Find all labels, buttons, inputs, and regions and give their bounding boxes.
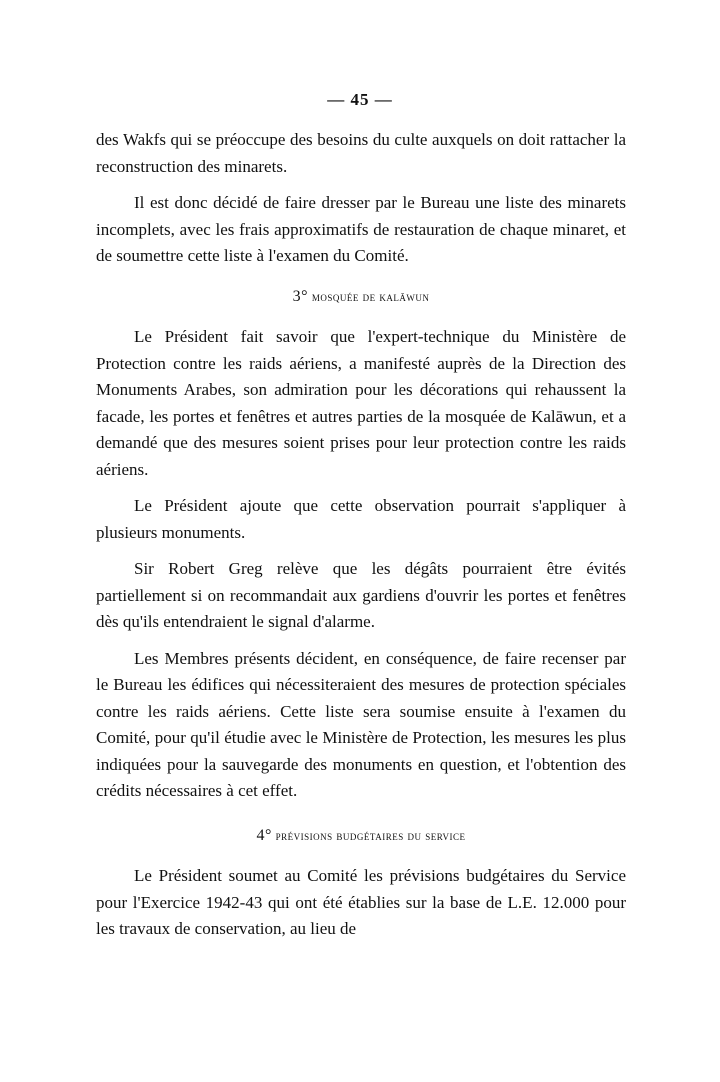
paragraph: des Wakfs qui se préoccupe des besoins du culte auxquels on doit rattacher la reconstruction des minarets. [96,130,626,176]
paragraph: Le Président fait savoir que l'expert-technique du Ministère de Protection contre les raids aériens, a manifesté auprès de la Direction des Monuments Arabes, son admiration pour les décorations qui rehaussent la facade, les portes et fenêtres et autres parties de la mosquée de Kalāwun, et a demandé que des mesures soient prises pour leur protection contre les raids aériens. [96,327,626,479]
section-heading-4 [96,823,626,850]
paragraph: Sir Robert Greg relève que les dégâts pourraient être évités partiellement si on recommandait aux gardiens d'ouvrir les portes et fenêtres dès qu'ils entendraient le signal d'alarme. [96,559,626,631]
page-number: — 45 — [327,90,393,109]
paragraph: Le Président soumet au Comité les prévisions budgétaires du Service pour l'Exercice 1942-43 qui ont été établies sur la base de L.E. 12.000 pour les travaux de conservation, au lieu de [96,866,626,938]
body-text [96,127,626,943]
section-title: prévisions budgétaires du service [275,827,466,843]
paragraph: Le Président ajoute que cette observation pourrait s'appliquer à plusieurs monuments. [96,496,626,542]
section-title: mosquée de kalāwun [311,288,430,304]
section-heading-3 [96,284,626,311]
paragraph: Les Membres présents décident, en conséquence, de faire recenser par le Bureau les édifices qui nécessiteraient des mesures de protection spéciales contre les raids aériens. Cette liste sera soumise ensuite à l'examen du Comité, pour qu'il étudie avec le Ministère de Protection, les mesures les plus indiquées pour la sauvegarde des monuments en question, et l'obtention des crédits nécessaires à cet effet. [96,648,626,800]
paragraph: Il est donc décidé de faire dresser par le Bureau une liste des minarets incomplets, avec les frais approximatifs de restauration de chaque minaret, et de soumettre cette liste à l'examen du Comité. [96,193,626,265]
section-number: 3° [292,287,309,305]
section-number: 4° [256,826,272,844]
